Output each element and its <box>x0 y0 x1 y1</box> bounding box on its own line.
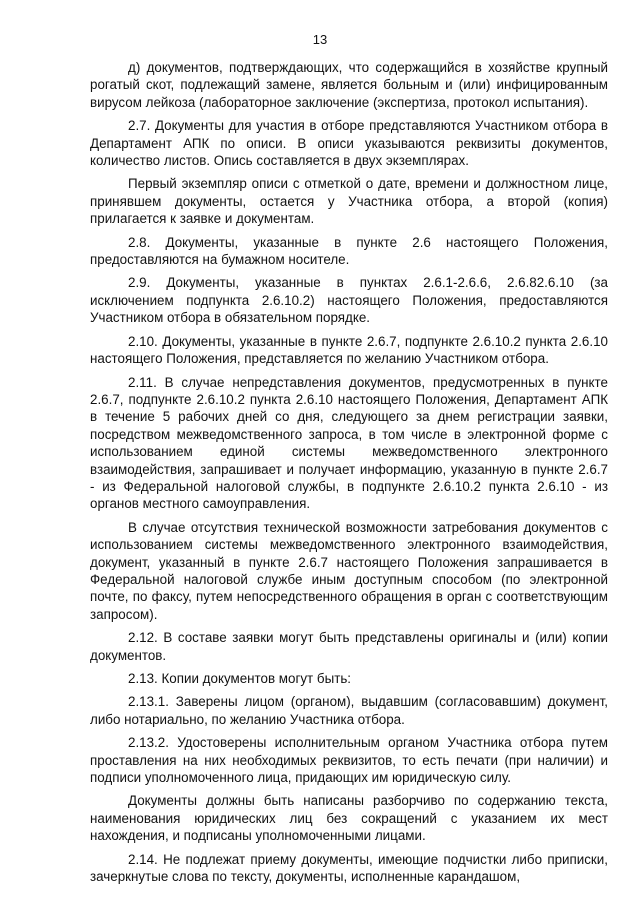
paragraph-2-13-2: 2.13.2. Удостоверены исполнительным органом Участника отбора путем проставления на них необходимых реквизитов, то есть печати (при наличии) и подписи уполномоченного лица, придающих им юридическую силу. <box>90 735 608 786</box>
paragraph-2-10: 2.10. Документы, указанные в пункте 2.6.7, подпункте 2.6.10.2 пункта 2.6.10 настоящего Положения, представляется по желанию Участником отбора. <box>90 333 608 367</box>
paragraph-d-livestock-documents: д) документов, подтверждающих, что содержащийся в хозяйстве крупный рогатый скот, подлежащий замене, является больным и (или) инфицированным вирусом лейкоза (лабораторное заключение (экспертиза, протокол испытания). <box>90 60 608 110</box>
page-number: 13 <box>312 32 328 47</box>
paragraph-2-7: 2.7. Документы для участия в отборе представляются Участником отбора в Департамент АПК по описи. В описи указываются реквизиты документов, количество листов. Опись составляется в двух экземплярах. <box>90 118 608 169</box>
paragraph-technical-absence: В случае отсутствия технической возможности затребования документов с использованием системы межведомственного электронного взаимодействия, документ, указанный в пункте 2.6.7 настоящего Положения запрашивается в Федеральной налоговой службе иным доступным способом (по электронной почте, по факсу, путем непосредственного обращения в орган с соответствующим запросом). <box>90 519 608 622</box>
paragraph-2-13: 2.13. Копии документов могут быть: <box>128 671 352 686</box>
paragraph-2-13-1: 2.13.1. Заверены лицом (органом), выдавшим (согласовавшим) документ, либо нотариально, по желанию Участника отбора. <box>90 694 608 727</box>
paragraph-2-9: 2.9. Документы, указанные в пунктах 2.6.1-2.6.6, 2.6.82.6.10 (за исключением подпункта 2.6.10.2) настоящего Положения, предоставляются Участником отбора в обязательном порядке. <box>90 275 608 326</box>
paragraph-2-12: 2.12. В составе заявки могут быть представлены оригиналы и (или) копии документов. <box>90 630 608 663</box>
paragraph-2-14: 2.14. Не подлежат приему документы, имеющие подчистки либо приписки, зачеркнутые слова по тексту, документы, исполненные карандашом, <box>90 851 608 885</box>
document-body <box>90 59 608 891</box>
paragraph-2-8: 2.8. Документы, указанные в пункте 2.6 настоящего Положения, предоставляются на бумажном носителе. <box>90 234 608 268</box>
paragraph-document-requirements: Документы должны быть написаны разборчиво по содержанию текста, наименования юридических лиц без сокращений с указанием их мест нахождения, и подписаны уполномоченными лицами. <box>90 793 608 844</box>
paragraph-2-11: 2.11. В случае непредставления документов, предусмотренных в пункте 2.6.7, подпункте 2.6.10.2 пункта 2.6.10 настоящего Положения, Департамент АПК в течение 5 рабочих дней со дня, следующего за днем регистрации заявки, посредством межведомственного запроса, в том числе в электронной форме с использованием единой системы межведомственного электронного взаимодействия, запрашивает и получает информацию, указанную в пункте 2.6.7 - из Федеральной налоговой службы, в подпункте 2.6.10.2 пункта 2.6.10 - из органов местного самоуправления. <box>90 374 608 512</box>
paragraph-inventory-copy: Первый экземпляр описи с отметкой о дате, времени и должностном лице, принявшем документы, остается у Участника отбора, а второй (копия) прилагается к заявке и документам. <box>90 176 608 227</box>
